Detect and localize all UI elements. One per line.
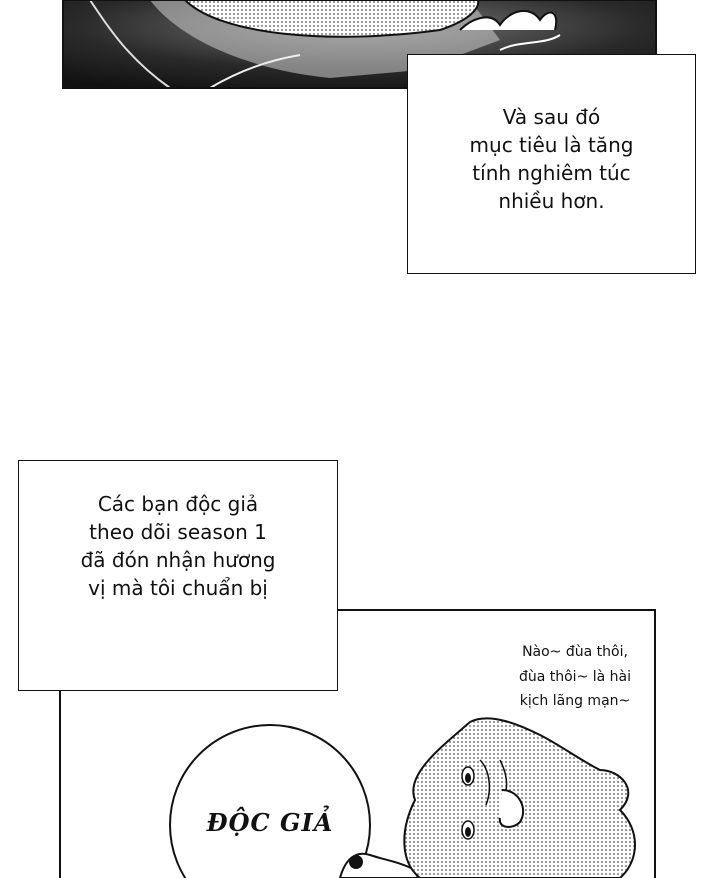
narration-box-top	[407, 54, 696, 274]
sign-label: ĐỘC GIẢ	[206, 808, 334, 837]
narration-text: Các bạn độc giả theo dõi season 1 đã đón nhận hương vị mà tôi chuẩn bị	[80, 491, 276, 600]
narration-box-bottom	[18, 460, 338, 691]
narration-text: Và sau đó mục tiêu là tăng tính nghiêm túc nhiều hơn.	[469, 105, 634, 213]
speech-text: Nào~ đùa thôi, đùa thôi~ là hài kịch lãng mạn~	[518, 644, 632, 709]
